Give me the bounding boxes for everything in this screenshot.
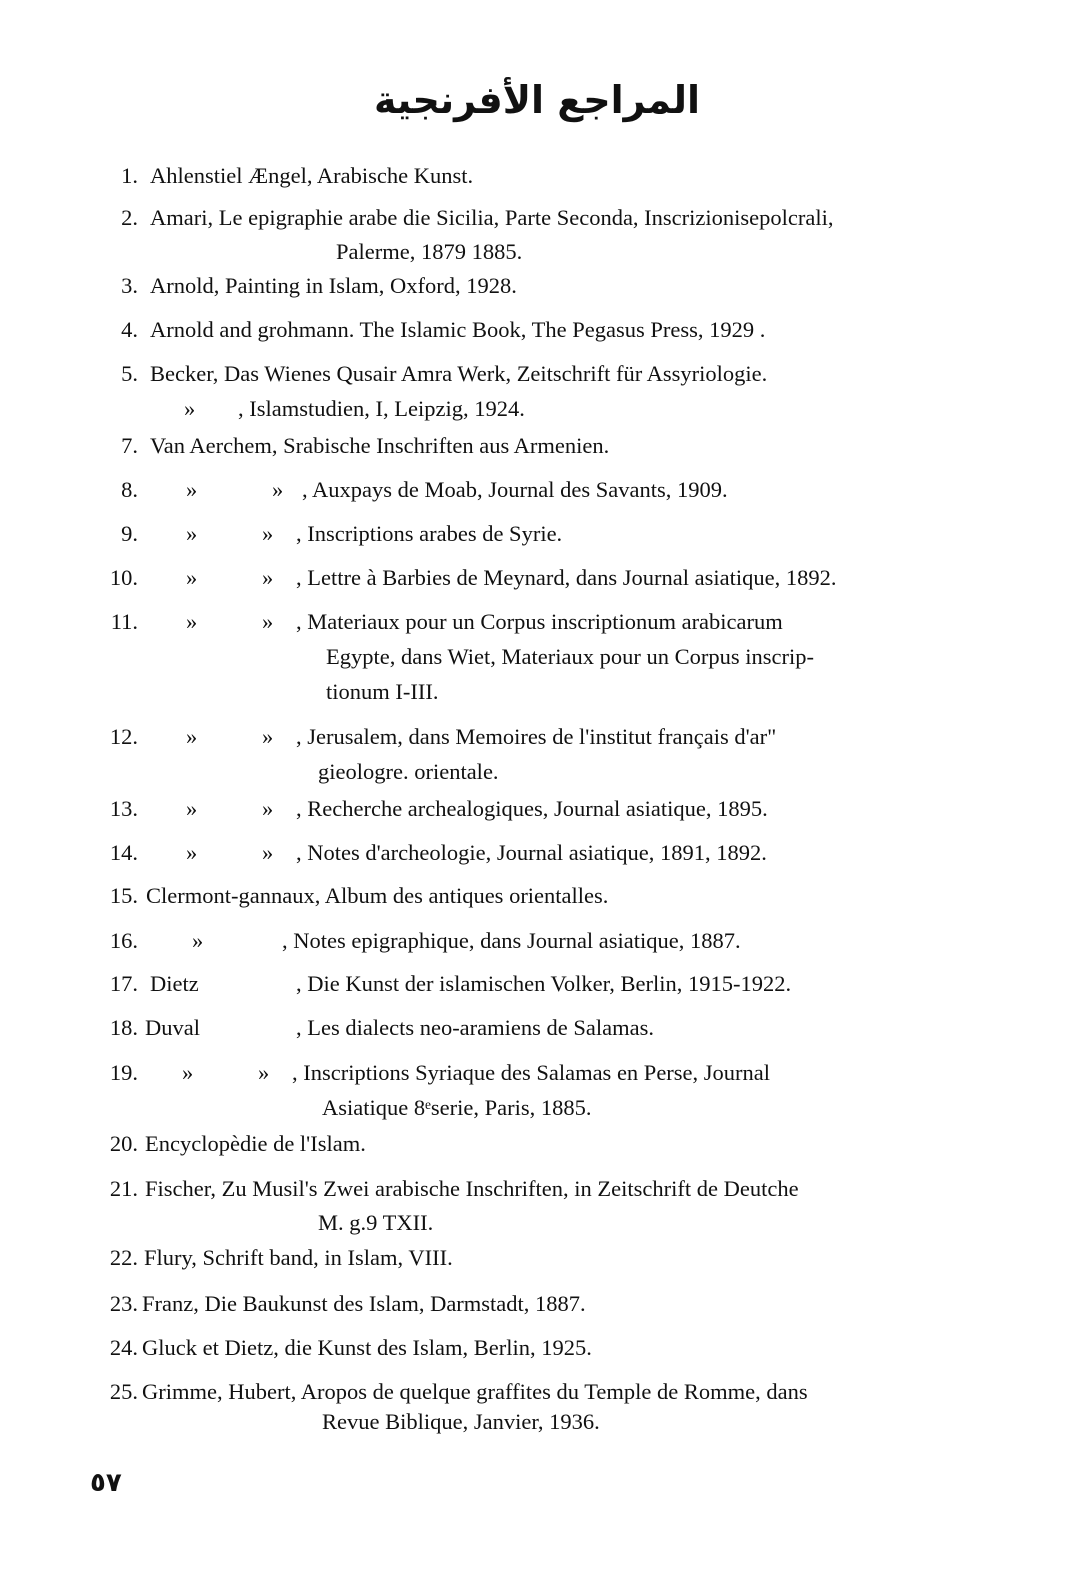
reference-number: 13. <box>109 796 138 821</box>
reference-text: Fischer, Zu Musil's Zwei arabische Inschriften, in Zeitschrift de Deutche <box>145 1176 799 1201</box>
reference-number: 15. <box>109 883 138 908</box>
reference-number: 9. <box>121 521 138 546</box>
reference-number: 21. <box>109 1176 138 1201</box>
ditto-mark: » <box>262 609 274 634</box>
reference-text: Franz, Die Baukunst des Islam, Darmstadt, 1887. <box>142 1291 586 1316</box>
reference-text: Gluck et Dietz, die Kunst des Islam, Berlin, 1925. <box>142 1335 592 1360</box>
reference-text: Ahlenstiel Ængel, Arabische Kunst. <box>150 163 474 188</box>
ditto-mark: » <box>186 477 198 502</box>
reference-number: 7. <box>121 433 138 458</box>
ditto-mark: » <box>186 609 198 634</box>
reference-number: 16. <box>109 928 138 953</box>
reference-continuation: gieologre. orientale. <box>318 759 499 784</box>
ditto-mark: » <box>262 840 274 865</box>
reference-number: 4. <box>121 317 138 342</box>
reference-text: Clermont-gannaux, Album des antiques orientalles. <box>146 883 609 908</box>
reference-text: , Notes d'archeologie, Journal asiatique, 1891, 1892. <box>296 840 767 865</box>
ditto-mark: » <box>184 396 196 421</box>
reference-text: , Inscriptions Syriaque des Salamas en Perse, Journal <box>292 1060 771 1085</box>
ditto-mark: » <box>186 521 198 546</box>
reference-continuation: Revue Biblique, Janvier, 1936. <box>322 1409 600 1434</box>
reference-number: 19. <box>109 1060 138 1085</box>
reference-text: Van Aerchem, Srabische Inschriften aus Armenien. <box>150 433 610 458</box>
reference-number: 22. <box>109 1245 138 1270</box>
reference-continuation: Palerme, 1879 1885. <box>336 239 523 264</box>
reference-number: 12. <box>109 724 138 749</box>
reference-text: , Notes epigraphique, dans Journal asiatique, 1887. <box>282 928 741 953</box>
ditto-mark: » <box>272 477 284 502</box>
page-title: المراجع الأفرنجية <box>373 78 701 122</box>
reference-number: 14. <box>109 840 138 865</box>
reference-text: , Les dialects neo-aramiens de Salamas. <box>296 1015 654 1040</box>
reference-text: Grimme, Hubert, Aropos de quelque graffites du Temple de Romme, dans <box>142 1379 808 1404</box>
ditto-mark: » <box>262 521 274 546</box>
reference-continuation: tionum I-III. <box>326 679 439 704</box>
reference-text: Amari, Le epigraphie arabe die Sicilia, Parte Seconda, Inscrizionisepolcrali, <box>150 205 834 230</box>
author-name: Duval <box>145 1015 200 1040</box>
reference-text: , Die Kunst der islamischen Volker, Berlin, 1915-1922. <box>296 971 792 996</box>
reference-number: 17. <box>109 971 138 996</box>
reference-number: 23. <box>109 1291 138 1316</box>
reference-continuation: Asiatique 8ᵉserie, Paris, 1885. <box>322 1095 592 1120</box>
reference-text: , Materiaux pour un Corpus inscriptionum arabicarum <box>296 609 783 634</box>
reference-number: 25. <box>109 1379 138 1404</box>
reference-text: , Lettre à Barbies de Meynard, dans Journal asiatique, 1892. <box>296 565 837 590</box>
reference-text: , Islamstudien, I, Leipzig, 1924. <box>238 396 525 421</box>
reference-text: Flury, Schrift band, in Islam, VIII. <box>144 1245 453 1270</box>
reference-number: 11. <box>110 609 138 634</box>
reference-number: 3. <box>121 273 138 298</box>
reference-number: 5. <box>121 361 138 386</box>
reference-number: 10. <box>109 565 138 590</box>
reference-number: 20. <box>109 1131 138 1156</box>
reference-continuation: M. g.9 TXII. <box>318 1210 434 1235</box>
reference-number: 24. <box>109 1335 138 1360</box>
ditto-mark: » <box>186 724 198 749</box>
reference-text: Arnold and grohmann. The Islamic Book, The Pegasus Press, 1929 . <box>150 317 766 342</box>
reference-number: 2. <box>121 205 138 230</box>
reference-text: , Jerusalem, dans Memoires de l'institut français d'ar" <box>296 724 777 749</box>
reference-text: , Auxpays de Moab, Journal des Savants, 1909. <box>302 477 728 502</box>
ditto-mark: » <box>262 724 274 749</box>
reference-text: Arnold, Painting in Islam, Oxford, 1928. <box>150 273 517 298</box>
reference-text: Encyclopèdie de l'Islam. <box>145 1131 366 1156</box>
ditto-mark: » <box>182 1060 194 1085</box>
ditto-mark: » <box>186 796 198 821</box>
reference-number: 18. <box>109 1015 138 1040</box>
reference-number: 8. <box>121 477 138 502</box>
ditto-mark: » <box>186 565 198 590</box>
ditto-mark: » <box>186 840 198 865</box>
ditto-mark: » <box>258 1060 270 1085</box>
ditto-mark: » <box>192 928 204 953</box>
reference-text: Becker, Das Wienes Qusair Amra Werk, Zeitschrift für Assyriologie. <box>150 361 768 386</box>
ditto-mark: » <box>262 796 274 821</box>
author-name: Dietz <box>150 971 199 996</box>
ditto-mark: » <box>262 565 274 590</box>
reference-number: 1. <box>121 163 138 188</box>
reference-text: , Recherche archealogiques, Journal asiatique, 1895. <box>296 796 768 821</box>
reference-text: , Inscriptions arabes de Syrie. <box>296 521 563 546</box>
page-number: ٥٧ <box>90 1468 122 1498</box>
reference-continuation: Egypte, dans Wiet, Materiaux pour un Corpus inscrip- <box>326 644 814 669</box>
